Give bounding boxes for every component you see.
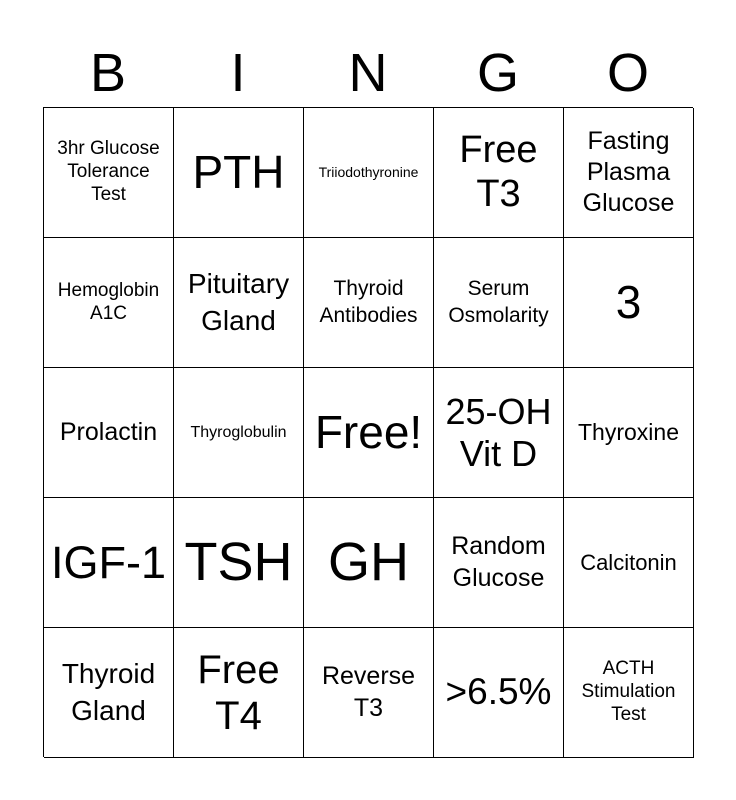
bingo-cell[interactable]: IGF-1 bbox=[44, 498, 174, 628]
bingo-cell[interactable]: GH bbox=[304, 498, 434, 628]
bingo-cell[interactable]: ACTH Stimulation Test bbox=[564, 628, 694, 758]
bingo-cell[interactable]: Prolactin bbox=[44, 368, 174, 498]
bingo-cell[interactable]: Triiodothyronine bbox=[304, 108, 434, 238]
bingo-cell[interactable]: Thyroid Gland bbox=[44, 628, 174, 758]
bingo-header bbox=[43, 38, 693, 108]
bingo-cell[interactable]: Calcitonin bbox=[564, 498, 694, 628]
free-space-cell[interactable]: Free! bbox=[304, 368, 434, 498]
bingo-cell[interactable]: Serum Osmolarity bbox=[434, 238, 564, 368]
bingo-cell[interactable]: PTH bbox=[174, 108, 304, 238]
bingo-board bbox=[43, 107, 693, 757]
header-letter-g: G bbox=[476, 43, 519, 103]
bingo-cell[interactable]: Fasting Plasma Glucose bbox=[564, 108, 694, 238]
header-letter-b: B bbox=[89, 43, 127, 103]
bingo-cell[interactable]: 25-OH Vit D bbox=[434, 368, 564, 498]
bingo-cell[interactable]: 3hr Glucose Tolerance Test bbox=[44, 108, 174, 238]
bingo-cell[interactable]: TSH bbox=[174, 498, 304, 628]
bingo-cell[interactable]: Free T3 bbox=[434, 108, 564, 238]
bingo-cell[interactable]: Random Glucose bbox=[434, 498, 564, 628]
header-letter-n: N bbox=[348, 43, 388, 103]
bingo-cell[interactable]: Thyroxine bbox=[564, 368, 694, 498]
bingo-cell[interactable]: Thyroid Antibodies bbox=[304, 238, 434, 368]
bingo-cell[interactable]: Hemoglobin A1C bbox=[44, 238, 174, 368]
header-letter-o: O bbox=[606, 43, 649, 103]
bingo-cell[interactable]: Thyroglobulin bbox=[174, 368, 304, 498]
bingo-cell[interactable]: 3 bbox=[564, 238, 694, 368]
bingo-cell[interactable]: Pituitary Gland bbox=[174, 238, 304, 368]
bingo-cell[interactable]: Free T4 bbox=[174, 628, 304, 758]
header-letter-i: I bbox=[230, 43, 246, 103]
bingo-cell[interactable]: >6.5% bbox=[434, 628, 564, 758]
bingo-cell[interactable]: Reverse T3 bbox=[304, 628, 434, 758]
